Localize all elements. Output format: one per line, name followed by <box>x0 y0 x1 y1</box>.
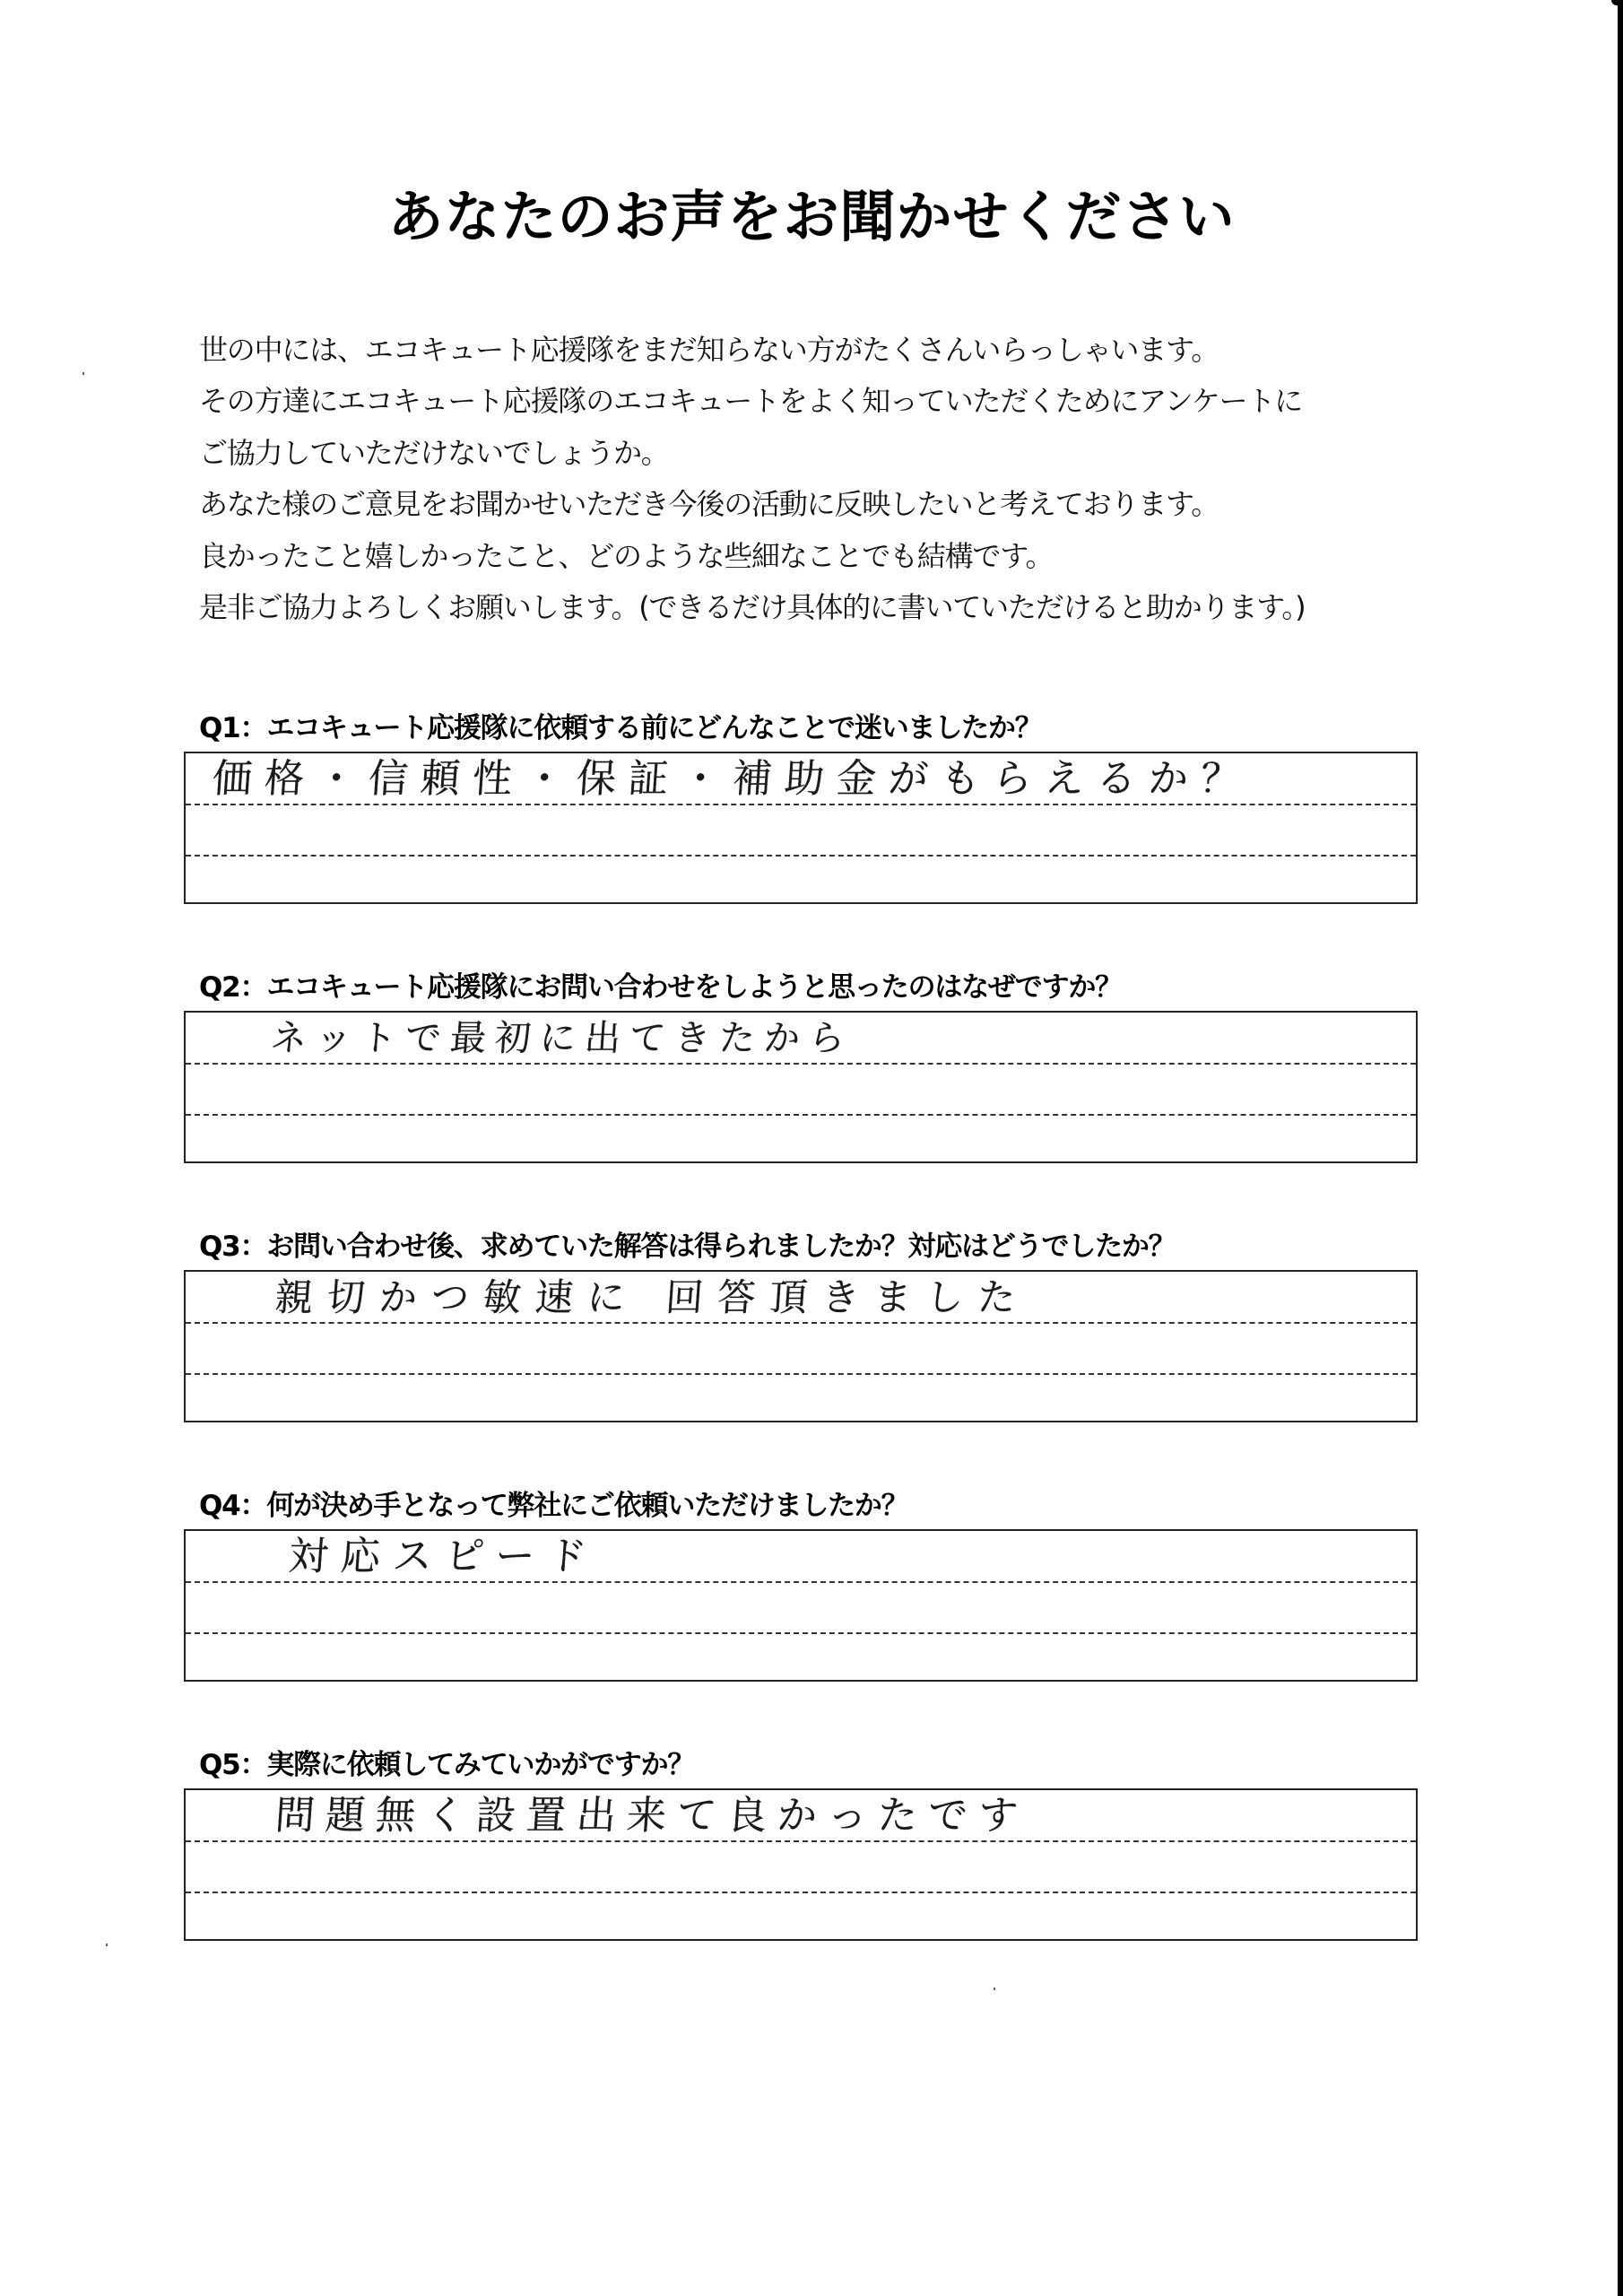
scan-edge-corner <box>1611 0 1620 5</box>
scan-speck <box>994 1987 995 1990</box>
ruled-line <box>186 1114 1416 1116</box>
answer-box[interactable] <box>184 1788 1418 1941</box>
handwritten-answer: ネットで最初に出てきたから <box>269 1018 855 1059</box>
answer-box[interactable] <box>184 1529 1418 1682</box>
question-label: Q3：お問い合わせ後、求めていた解答は得られましたか？対応はどうでしたか？ <box>199 1231 1176 1263</box>
ruled-line <box>186 1632 1416 1634</box>
intro-line: ご協力していただけないでしょうか。 <box>199 435 669 470</box>
handwritten-answer: 対応スピード <box>287 1534 602 1579</box>
ruled-line <box>186 1840 1416 1842</box>
question-label: Q1：エコキュート応援隊に依頼する前にどんなことで迷いましたか？ <box>199 712 1042 744</box>
intro-line: 是非ご協力よろしくお願いします。(できるだけ具体的に書いていただけると助かります。) <box>199 589 1306 624</box>
ruled-line <box>186 1373 1416 1375</box>
handwritten-answer: 価格・信頼性・保証・補助金がもらえるか？ <box>211 756 1254 802</box>
answer-box[interactable] <box>184 1270 1418 1422</box>
handwritten-answer: 問題無く設置出来て良かったです <box>273 1793 1030 1839</box>
intro-line: あなた様のご意見をお聞かせいただき今後の活動に反映したいと考えております。 <box>199 487 1219 522</box>
page-title: あなたのお声をお聞かせください <box>387 184 1236 249</box>
ruled-line <box>186 855 1416 857</box>
handwritten-answer: 親切かつ敏速に 回答頂きました <box>273 1275 1032 1319</box>
ruled-line <box>186 804 1416 805</box>
question-label: Q5：実際に依頼してみていかがですか？ <box>199 1749 695 1781</box>
answer-box[interactable] <box>184 752 1418 904</box>
scan-speck <box>82 372 84 375</box>
ruled-line <box>186 1322 1416 1324</box>
question-label: Q2：エコキュート応援隊にお問い合わせをしようと思ったのはなぜですか？ <box>199 971 1122 1004</box>
scan-edge <box>1618 0 1623 2296</box>
ruled-line <box>186 1892 1416 1893</box>
ruled-line <box>186 1581 1416 1583</box>
intro-line: その方達にエコキュート応援隊のエコキュートをよく知っていただくためにアンケートに <box>199 384 1303 419</box>
scan-speck <box>106 1944 108 1946</box>
intro-line: 世の中には、エコキュート応援隊をまだ知らない方がたくさんいらっしゃいます。 <box>199 333 1219 367</box>
answer-box[interactable] <box>184 1011 1418 1163</box>
intro-line: 良かったこと嬉しかったこと、どのような些細なことでも結構です。 <box>199 538 1054 573</box>
ruled-line <box>186 1063 1416 1065</box>
intro-paragraph <box>199 325 1436 633</box>
question-label: Q4：何が決め手となって弊社にご依頼いただけましたか？ <box>199 1490 908 1522</box>
